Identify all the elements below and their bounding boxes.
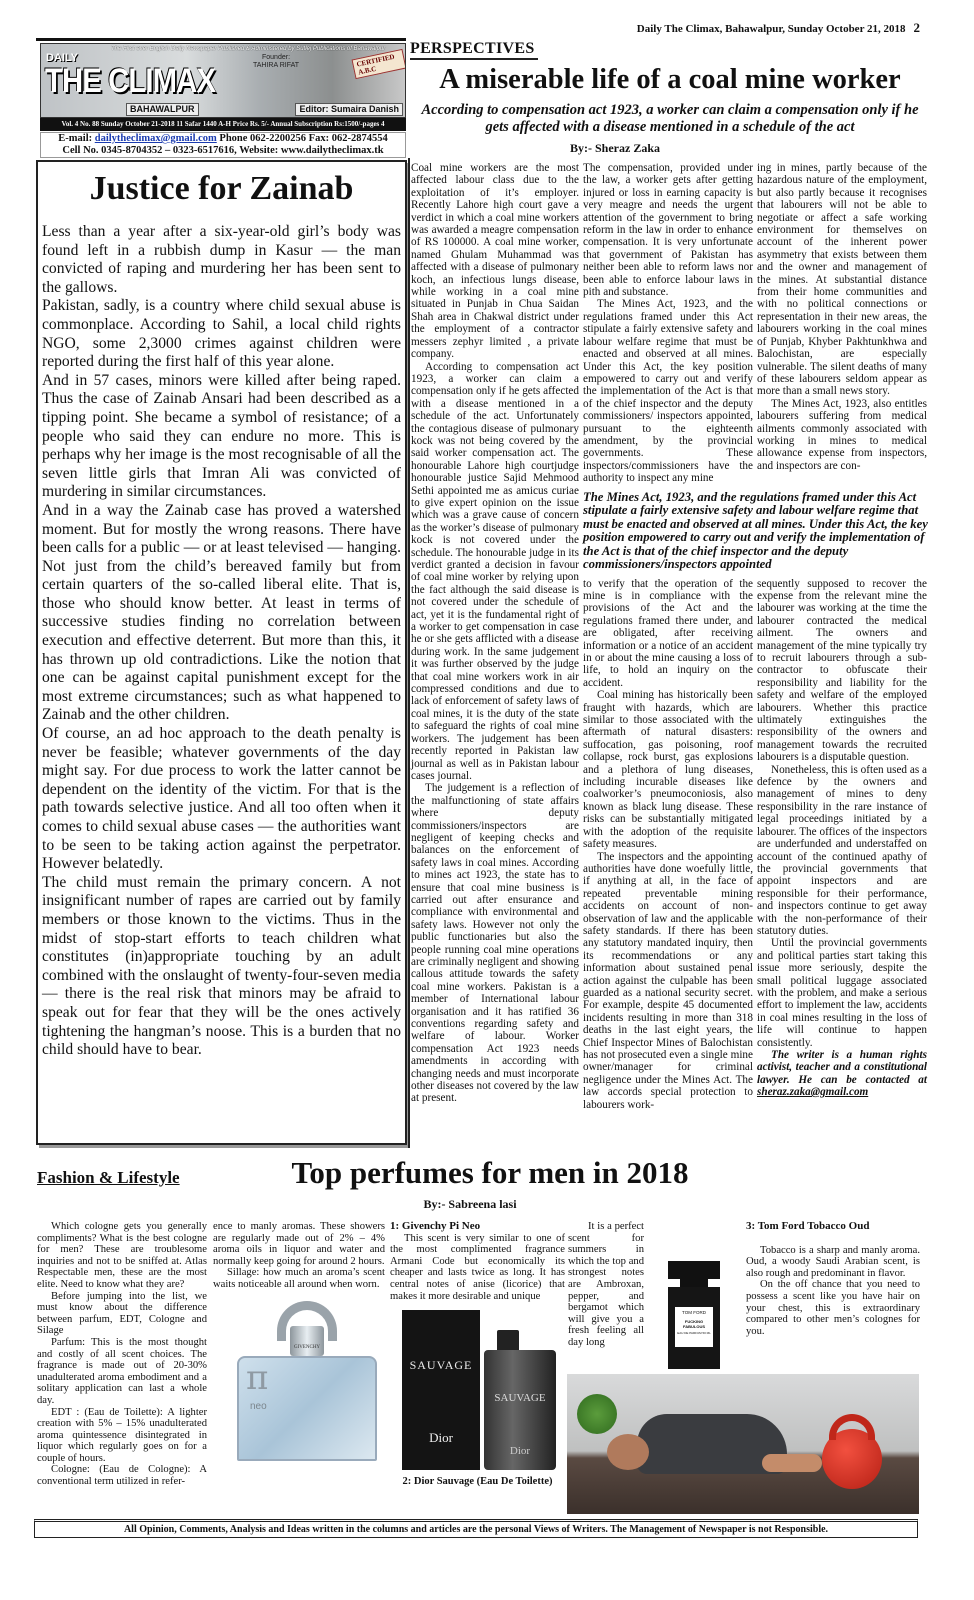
pi-logo: π <box>246 1357 269 1398</box>
editorial-box <box>36 160 407 1145</box>
article-paragraph: The compensation, provided under the law, a worker gets after getting injured or loss in earning capacity is very meagre and needs the urgent attention of the government to bring reform in the law in order to enhance compensation. It is very unfortunate that government of Pakistan has neither been able to reform laws nor been able to enforce labour laws in pith and substance. <box>583 162 753 299</box>
coal-article-body <box>411 162 928 1111</box>
givenchy-label: GIVENCHY <box>293 1344 321 1350</box>
perfume-paragraph: Which cologne gets you generally compliments? What is the best cologne for men? These are troublesome inquiries and not to be sniffed at. Atlas Respectable men, these are the most elite. Need to know what they are? <box>37 1221 207 1290</box>
box-sauvage-label: SAUVAGE <box>409 1358 473 1373</box>
masthead-city: BAHAWALPUR <box>126 103 199 116</box>
disclaimer-footer: All Opinion, Comments, Analysis and Ideas written in the columns and articles are the personal Views of Writers. The Management of Newspaper is not Responsible. <box>34 1519 918 1538</box>
phone-fax: Phone 062-2200256 Fax: 062-2874554 <box>219 133 388 144</box>
item3-title: 3: Tom Ford Tobacco Oud <box>746 1220 870 1232</box>
article-subhead: According to compensation act 1923, a worker can claim a compensation only if he gets affected with a disease mentioned in a schedule of the act <box>421 102 919 135</box>
article-headline: A miserable life of a coal mine worker <box>439 64 901 95</box>
editorial-paragraph: Pakistan, sadly, is a country where child sexual abuse is commonplace. According to Sahil, a local child rights NGO, some 2,3000 crimes against children were reported during the first half of this year alone. <box>42 297 401 371</box>
article-paragraph: to verify that the operation of the mine is in compliance with the provisions of the Act and the regulations framed there under, and are obligated, after receiving information or a notice of an accident in or about the mine causing a loss of life, to hold an inquiry on the accident. <box>583 577 753 689</box>
tom-ford-type: EAU DE PARFUM 50 ML <box>677 1331 711 1335</box>
box-dior-label: Dior <box>429 1430 453 1446</box>
article-paragraph: ing in mines, partly because of the hazardous nature of the employment, but also partly because it recognises that labourers will not be able to negotiate or affect a safe working environment for themselves on account of the inherent power asymmetry that exists between them and the owner and management of the mines. At substantial distance from their home communities and with no political connections or representation in their new areas, the labourers working in the coal mines of Punjab, Khyber Pakhtunkhwa and Balochistan, are especially vulnerable. The silent deaths of many of these labourers seldom appear as more than a small news story. <box>757 162 927 398</box>
section-label-fashion: Fashion & Lifestyle <box>37 1168 180 1187</box>
article-column-3-bottom <box>757 578 927 1099</box>
masthead-tagline: The First ever English Daily Newspaper Published & Administered by Sutlej Publications of Bahawalpur <box>111 46 386 52</box>
perfume-paragraph: Tobacco is a sharp and manly aroma. Oud, a woody Saudi Arabian scent, is also rough and predominant in flavor. <box>746 1244 920 1279</box>
editorial-title: Justice for Zainab <box>89 170 354 207</box>
masthead-rule <box>36 38 406 41</box>
page-number: 2 <box>913 20 920 35</box>
perfume-headline: Top perfumes for men in 2018 <box>291 1155 689 1190</box>
founder-label: Founder: <box>262 54 291 61</box>
article-right-columns <box>583 162 928 1111</box>
dateline <box>560 20 920 36</box>
neo-logo: neo <box>250 1400 267 1412</box>
man-with-kettlebells-photo <box>567 1374 919 1514</box>
article-paragraph: The inspectors and the appointing authorities have done woefully little, if anything at all, in the face of repeated preventable mining accidents on account of non-observation of law and the applicable safety standards. If there has been any statutory mandated inquiry, then its recommendations or any information about sustained penal action against the culpable has been guarded as a national security secret. For example, despite 45 documented incidents resulting in more than 318 deaths in the last eight years, the Chief Inspector Mines of Balochistan has not prosecuted even a single mine owner/manager for criminal negligence under the Mines Act. The law accords special protection to labourers work- <box>583 850 753 1111</box>
article-paragraph: The judgement is a reflection of the malfunctioning of state affairs where deputy commissioners/inspectors are negligent of keeping checks and balances on the enforcement of safety laws in coal mines. According to mines act 1923, the state has to ensure that coal mine business is carried out after ensurance and compliance with environmental and safety laws. However not only the public functionaries but also the people running coal mine operations are criminally negligent and showing callous attitude towards the safety coal mine workers. Pakistan is a member of International labour organisation and it has ratified 36 conventions regarding safety and welfare of labour. Worker compensation Act 1923 needs amendments in according with changing needs and must incorporate other diseases not covered by the law at present. <box>411 782 579 1105</box>
tom-ford-label: TOM FORD <box>682 1310 706 1315</box>
date-text: Daily The Climax, Bahawalpur, Sunday October 21, 2018 <box>636 23 906 35</box>
perfume-column-1 <box>37 1221 207 1488</box>
contact-info <box>40 132 406 158</box>
article-column-2-top <box>583 162 753 485</box>
article-paragraph: The Mines Act, 1923, and the regulations framed under this Act stipulate a fairly extensive safety and labour welfare regime that must be enacted and observed at all mines. Under this Act, the key position empowered to carry out and verify the implementation of the Act is that of the chief inspector and the deputy commissioners/ inspectors appointed, pursuant to the eighteenth amendment, by the provincial governments. These inspectors/commissioners have the authority to inspect any mine <box>583 298 753 485</box>
perfume-paragraph: On the off chance that you need to possess a scent like you have hair on your chest, this is extraordinary compared to other men’s colognes for you. <box>746 1279 920 1337</box>
article-paragraph: According to compensation act 1923, a worker can claim a compensation only if he gets affected with a disease mentioned in a schedule of the act. Unfortunately the contagious disease of pulmonary kock was not being covered by the said worker compensation act. The honourable Lahore high courtjudge honourable justice Sajid Mehmood Sethi appointed me as amicus curiae to give expert opinion on the issue which was a grave cause of concern as the worker’s disease of pulmonary kock is not covered under the schedule. The honourable judge in its verdict granted a decision in favour of coal mine worker by relying upon the fact although the said disease is not covered under the schedule of act, yet it is the fundamental right of a worker to get compensation in case he or she gets afflicted with a disease during work. In the same judgement it was further observed by the judge that coal mine workers work in air compressed conditions and due to lack of enforcement of safety laws of coal mines, it is the duty of the state to safeguard the rights of coal mine workers. The judgement has been recently reported in Pakistan law journal as well as in Pakistan labour cases journal. <box>411 360 579 782</box>
tom-ford-fragrance-name: FUCKING FABULOUS <box>683 1319 705 1329</box>
article-top-row <box>583 162 928 485</box>
perfume-byline: By:- Sabreena lasi <box>423 1197 517 1211</box>
perfume-paragraph: ence to manly aromas. These showers are regularly made out of 2% – 4% aroma oils in liquor and water and normally keep going for around 2 hours. <box>213 1221 385 1267</box>
editorial-paragraph: And in 57 cases, minors were killed after being raped. Thus the case of Zainab Ansari had been described as a tipping point. She became a symbol of resistance; of a people who said they can endure no more. This is perhaps why her image is the most recognisable of all the seven little girls that Imran Ali was convicted of murdering in similar circumstances. <box>42 371 401 501</box>
article-column-3-top <box>757 162 927 472</box>
perfume-paragraph: This scent is very similar to one of the most complimented fragrance Armani Code but economically its cheaper and lasts twice as long. It has central notes of anise (licorice) that makes it more desirable and unique <box>390 1232 565 1302</box>
masthead-founder <box>253 54 299 70</box>
article-bottom-row <box>583 578 928 1111</box>
email-link[interactable]: dailytheclimax@gmail.com <box>94 133 217 144</box>
perfume-paragraph: EDT : (Eau de Toilette): A lighter creation with 5% – 15% unadulterated aroma quintessence disintegrated in liquor which regularly goes on for a couple of hours. <box>37 1406 207 1464</box>
editorial-paragraph: Less than a year after a six-year-old girl’s body was found left in a rubbish dump in Kasur — the man convicted of raping and murdering her has been sent to the gallows. <box>42 223 401 296</box>
editorial-paragraph: And in a way the Zainab case has proved a watershed moment. But for mostly the wrong reasons. There have been calls for a public — or at least televised — hanging. Not just from the child’s bereaved family but from certain quarters of the so-called liberal elite. That is, those who should know better. At least in terms of successive studies finding no correlation between execution and effective deterrent. But more than this, it has thrown up old contradictions. Like the notion that one can be against capital punishment except for the most extreme circumstances; such as what happened to Zainab and the other children. <box>42 501 401 724</box>
article-paragraph: Nonetheless, this is often used as a defence by the owners and management of mines to deny responsibility in the rare instance of legal proceedings initiated by a labourer. The offices of the inspectors are underfunded and understaffed on account of the continued apathy of the provincial governments that appoint inspectors and are responsible for their performance, and inspectors continue to get away with the non-performance of their statutory duties. <box>757 763 927 937</box>
givenchy-pi-neo-image <box>232 1301 382 1461</box>
article-paragraph: Coal mining has historically been fraught with hazards, which are similar to those associated with the aftermath of natural disasters: suffocation, gas poisoning, roof collapse, rock burst, gas explosions and a plethora of lung diseases, including incurable diseases like coalworker’s pneumoconiosis, also known as black lung disease. These risks can be substantially mitigated with the adoption of the requisite safety measures. <box>583 689 753 851</box>
bottle-dior-label: Dior <box>509 1445 531 1458</box>
perfume-paragraph: Before jumping into the list, we must know about the difference between parfum, EDT, Cologne and Silage <box>37 1290 207 1337</box>
email-label: E-mail: <box>58 133 93 144</box>
article-paragraph: Coal mine workers are the most affected labour class due to the exploitation of it’s employer. Recently Lahore high court gave a verdict in which a coal mine workers was awarded a meagre compensation of RS 100000. A coal mine worker, named Ghulam Muhammad was affected with a disease of pulmonary koch, an infectious lungs disease, while working in a coal mine situated in Punjab in Chua Saidan Shah area in Chakwal district under the employment of a contractor messers zephyr limited , a private company. <box>411 162 579 361</box>
article-paragraph: sequently supposed to recover the expense from the relevant mine the labourer was working at the time the labourer contracted the medical ailment. The owners and management of the mine typically try to recruit labourers through a sub-contractor to obfuscate their responsibility and liability for the safety and welfare of the employed labourers. Whether this practice ultimately extinguishes the responsibility of the owners and management towards the recruited labourers is a disputable question. <box>757 577 927 764</box>
dior-sauvage-image <box>402 1310 562 1472</box>
author-email[interactable]: sheraz.zaka@gmail.com <box>757 1086 869 1099</box>
abc-certified-badge: CERTIFIED A.B.C <box>351 49 406 79</box>
item1-title: 1: Givenchy Pi Neo <box>390 1220 481 1232</box>
cell-website: Cell No. 0345-8704352 – 0323-6517616, Website: www.dailytheclimax.tk <box>62 145 384 156</box>
author-note-text: The writer is a human rights activist, teacher and a constitutional lawyer. He can be contacted at <box>757 1049 927 1086</box>
masthead <box>40 43 406 118</box>
tom-ford-bottle-image <box>668 1261 720 1369</box>
article-paragraph: The Mines Act, 1923, also entitles labourers suffering from medical ailments commonly associated with working in mines to medical allowance expense from inspectors, and inspectors are con- <box>757 397 927 472</box>
item2-caption: 2: Dior Sauvage (Eau De Toilette) <box>402 1476 553 1488</box>
masthead-editor: Editor: Sumaira Danish <box>295 103 403 116</box>
perfume-column-4 <box>568 1221 644 1349</box>
section-label-perspectives: PERSPECTIVES <box>410 40 538 60</box>
perfume-paragraph: Parfum: This is the most thought and costly of all scent choices. The fragrance is made out of 20-30% unadulterated aroma embodiment and a solitary application can last a whole day. <box>37 1336 207 1406</box>
editorial-paragraph: Of course, an ad hoc approach to the death penalty is never be feasible; whatever governments of the day might say. For due process to work the latter cannot be dependent on the identity of the victim. For that is the path towards selective justice. And all too often when it comes to child sexual abuse cases — the authorities want to be seen to be taking action against the perpetrator. However belatedly. <box>42 725 401 873</box>
perfume-column-5 <box>746 1221 920 1337</box>
perfume-column-3 <box>390 1221 565 1488</box>
author-note <box>757 1049 927 1099</box>
column-divider <box>408 158 410 1148</box>
editorial-paragraph: The child must remain the primary concern. A not insignificant number of rapes are carried out by family members or those known to the victims. Thus in the midst of stop-start efforts to teach children what constitutes (in)appropriate touching by an adult combined with the onslaught of twenty-four-seven media — there is the real risk that minors may be afraid to speak out for fear that they will be the ones actively tightening the hangman’s noose. This is a burden that no child should have to bear. <box>42 873 401 1059</box>
fashion-section <box>0 1153 974 1542</box>
article-column-1 <box>411 162 579 1105</box>
perfume-paragraph: Cologne: (Eau de Cologne): A conventional term utilized in refer- <box>37 1464 207 1488</box>
article-byline: By:- Sheraz Zaka <box>570 141 660 155</box>
pull-quote: The Mines Act, 1923, and the regulations framed under this Act stipulate a fairly extensive safety and labour welfare regime that must be enacted and observed at all mines. Under this Act, the key position empowered to carry out and verify the implementation of the Act is that of the chief inspector and the deputy commissioners/inspectors appointed <box>583 489 928 572</box>
article-paragraph: Until the provincial governments and political parties start taking this issue more seriously, despite the small political luggage associated with the problem, and make a serious effort to implement the law, accidents in coal mines resulting in the loss of life will continue to happen consistently. <box>757 937 927 1049</box>
newspaper-logo: THE CLIMAX <box>45 62 216 100</box>
founder-name: TAHIRA RIFAT <box>253 62 300 69</box>
perfume-column-2 <box>213 1221 385 1461</box>
perfume-paragraph: It is a perfect scent for summers in which the top and strongest notes are Ambroxan, pepper, and bergamot which will give you a fresh feeling all day long <box>568 1221 644 1348</box>
bottle-sauvage-label: SAUVAGE <box>494 1392 546 1405</box>
article-column-2-bottom <box>583 578 753 1111</box>
perfume-paragraph: Sillage: how much an aroma’s scent waits noticeable all around when worn. <box>213 1267 385 1290</box>
issue-info-strip: Vol. 4 No. 88 Sunday October 21-2018 11 Safar 1440 A-H Price Rs. 5/- Annual Subscription Rs:1500/-pages 4 <box>40 118 406 131</box>
masthead-daily: DAILY <box>46 52 78 64</box>
